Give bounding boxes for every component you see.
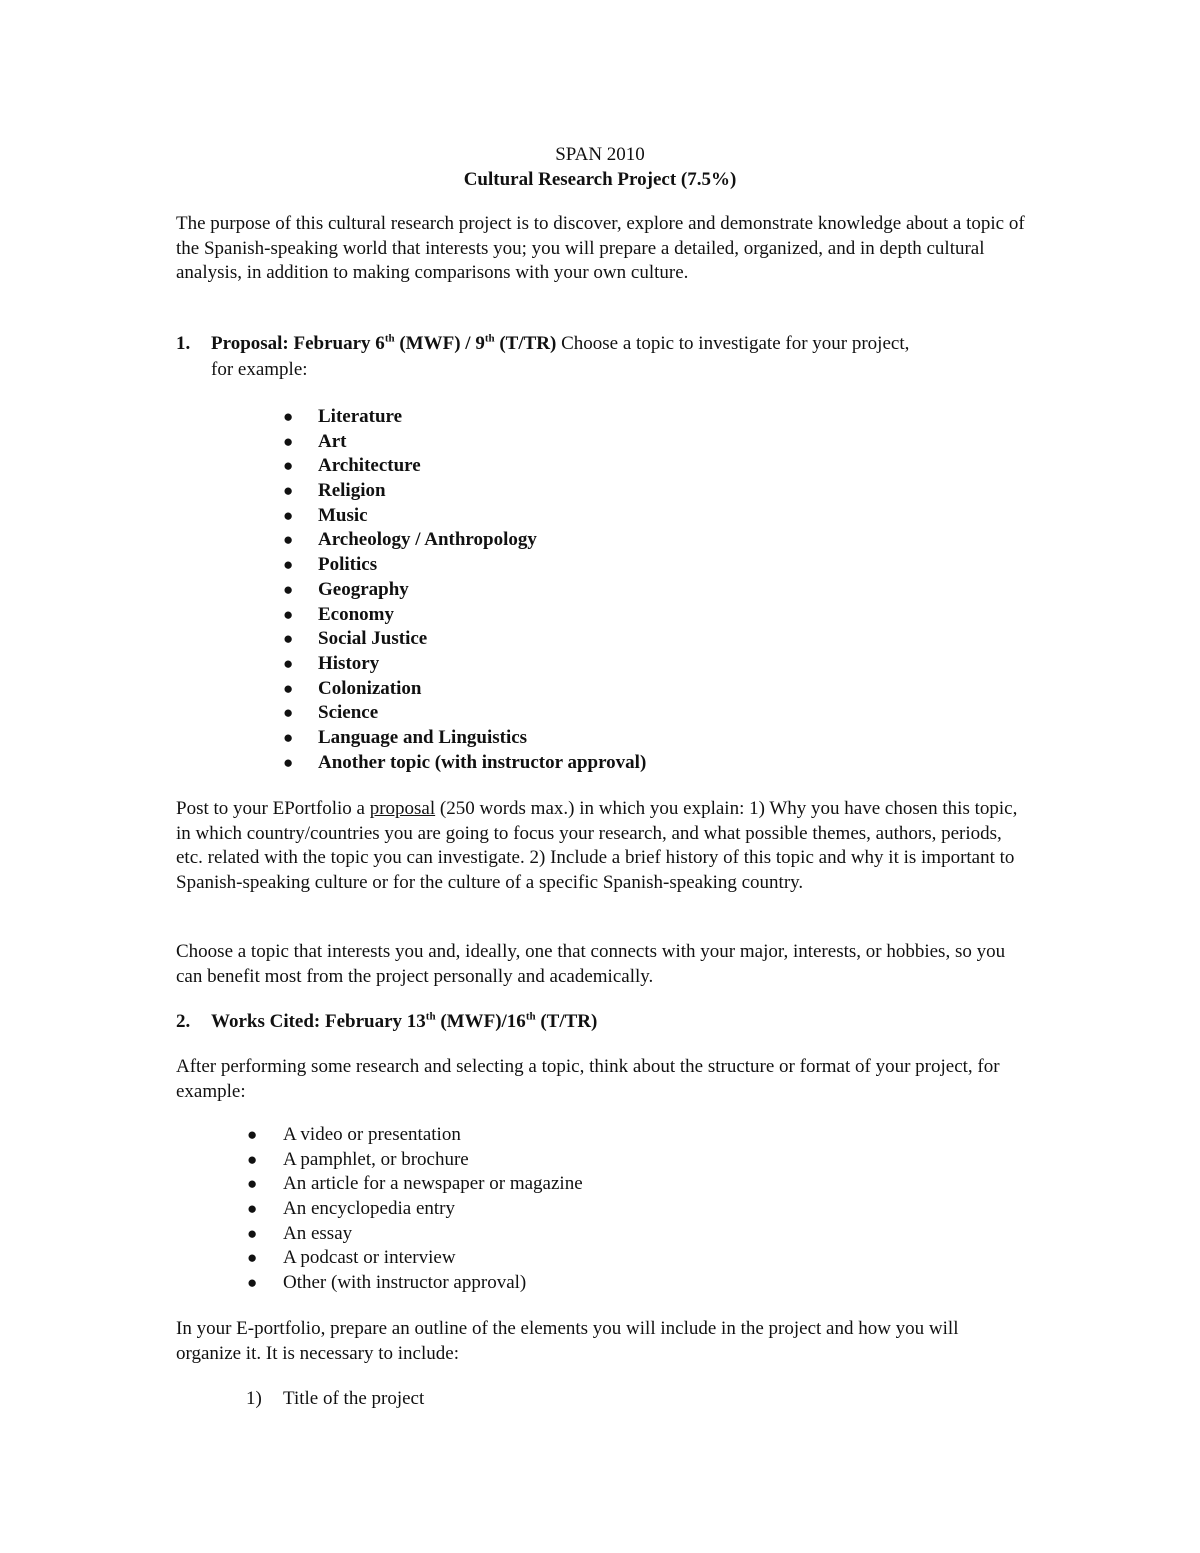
topic-item: ● Religion: [318, 479, 646, 504]
topic-item: ● Social Justice: [318, 627, 646, 652]
bullet-icon: ●: [247, 1223, 258, 1243]
topic-item: ● History: [318, 652, 646, 677]
bullet-icon: ●: [283, 505, 294, 525]
section-2-number: 2.: [176, 1011, 191, 1032]
topic-item: ● Science: [318, 701, 646, 726]
section-1-number: 1.: [176, 333, 191, 354]
bullet-icon: ●: [283, 752, 294, 772]
bullet-icon: ●: [283, 579, 294, 599]
course-title: SPAN 2010: [555, 144, 645, 165]
section-1-sup-2: th: [484, 332, 495, 345]
topic-item: ● Literature: [318, 405, 646, 430]
bullet-icon: ●: [283, 703, 294, 723]
topic-item: ● Archeology / Anthropology: [318, 528, 646, 553]
format-item: ● Other (with instructor approval): [283, 1271, 583, 1296]
format-item: ● A podcast or interview: [283, 1246, 583, 1271]
topic-item: ● Music: [318, 504, 646, 529]
section-1-heading: [176, 332, 1026, 357]
bullet-icon: ●: [247, 1174, 258, 1194]
format-item: ● An essay: [283, 1222, 583, 1247]
section-2-label-prefix: Works Cited: February 13: [211, 1011, 426, 1032]
bullet-icon: ●: [247, 1248, 258, 1268]
bullet-icon: ●: [283, 629, 294, 649]
bullet-icon: ●: [247, 1273, 258, 1293]
bullet-icon: ●: [247, 1149, 258, 1169]
topic-item: ● Colonization: [318, 677, 646, 702]
required-item: [246, 1386, 424, 1411]
proposal-instructions: Post to your EPortfolio a proposal (250 words max.) in which you explain: 1) Why you have chosen this topic, in which country/countries you are going to focus your research, and what possible themes, authors, periods, etc. related with the topic you can investigate. 2) Include a brief history of this topic and why it is important to Spanish-speaking culture or for the culture of a specific Spanish-speaking country.: [176, 798, 1018, 894]
section-1-description-cont: for example:: [211, 359, 308, 380]
bullet-icon: ●: [283, 604, 294, 624]
bullet-icon: ●: [283, 431, 294, 451]
topic-list: [283, 405, 647, 775]
section-2-sup-2: th: [525, 1010, 536, 1023]
topic-item: ● Geography: [318, 578, 646, 603]
bullet-icon: ●: [247, 1199, 258, 1219]
bullet-icon: ●: [283, 653, 294, 673]
section-1-label-end: (T/TR): [494, 333, 557, 354]
eportfolio-paragraph: In your E-portfolio, prepare an outline of the elements you will include in the project and how you will organize it. It is necessary to include:: [176, 1318, 959, 1364]
bullet-icon: ●: [283, 530, 294, 550]
topic-item: ● Art: [318, 430, 646, 455]
bullet-icon: ●: [283, 481, 294, 501]
section-2-label-end: (T/TR): [535, 1011, 598, 1032]
bullet-icon: ●: [283, 727, 294, 747]
format-item: ● A pamphlet, or brochure: [283, 1148, 583, 1173]
proposal-link: proposal: [369, 798, 436, 819]
section-1-description: Choose a topic to investigate for your project,: [556, 333, 910, 354]
intro-paragraph: The purpose of this cultural research project is to discover, explore and demonstrate knowledge about a topic of the Spanish-speaking world that interests you; you will prepare a detailed, organized, and in depth cultural analysis, in addition to making comparisons with your own culture.: [176, 213, 1025, 284]
topic-item: ● Architecture: [318, 454, 646, 479]
required-item-number: 1): [246, 1388, 262, 1409]
bullet-icon: ●: [283, 678, 294, 698]
format-list: [247, 1123, 583, 1296]
required-item-text: Title of the project: [283, 1388, 425, 1409]
section-2-sup-1: th: [425, 1010, 436, 1023]
topic-item: ● Another topic (with instructor approval): [318, 751, 646, 776]
bullet-icon: ●: [283, 456, 294, 476]
structure-paragraph: After performing some research and selecting a topic, think about the structure or format of your project, for example:: [176, 1056, 1000, 1102]
section-1-label-prefix: Proposal: February 6: [211, 333, 385, 354]
topic-item: ● Politics: [318, 553, 646, 578]
bullet-icon: ●: [283, 407, 294, 426]
section-2-label-mid: (MWF)/16: [435, 1011, 526, 1032]
format-item: ● An article for a newspaper or magazine: [283, 1172, 583, 1197]
format-item: ● A video or presentation: [283, 1123, 583, 1148]
format-item: ● An encyclopedia entry: [283, 1197, 583, 1222]
section-1-label: [211, 333, 556, 354]
section-1-sup-1: th: [384, 332, 395, 345]
bullet-icon: ●: [283, 555, 294, 575]
topic-item: ● Language and Linguistics: [318, 726, 646, 751]
choose-topic-paragraph: Choose a topic that interests you and, ideally, one that connects with your major, interests, or hobbies, so you can benefit most from the project personally and academically.: [176, 941, 1006, 987]
section-1-label-mid: (MWF) / 9: [394, 333, 485, 354]
project-title: Cultural Research Project (7.5%): [463, 169, 737, 190]
section-2-heading: [176, 1010, 1026, 1035]
bullet-icon: ●: [247, 1125, 258, 1144]
topic-item: ● Economy: [318, 603, 646, 628]
